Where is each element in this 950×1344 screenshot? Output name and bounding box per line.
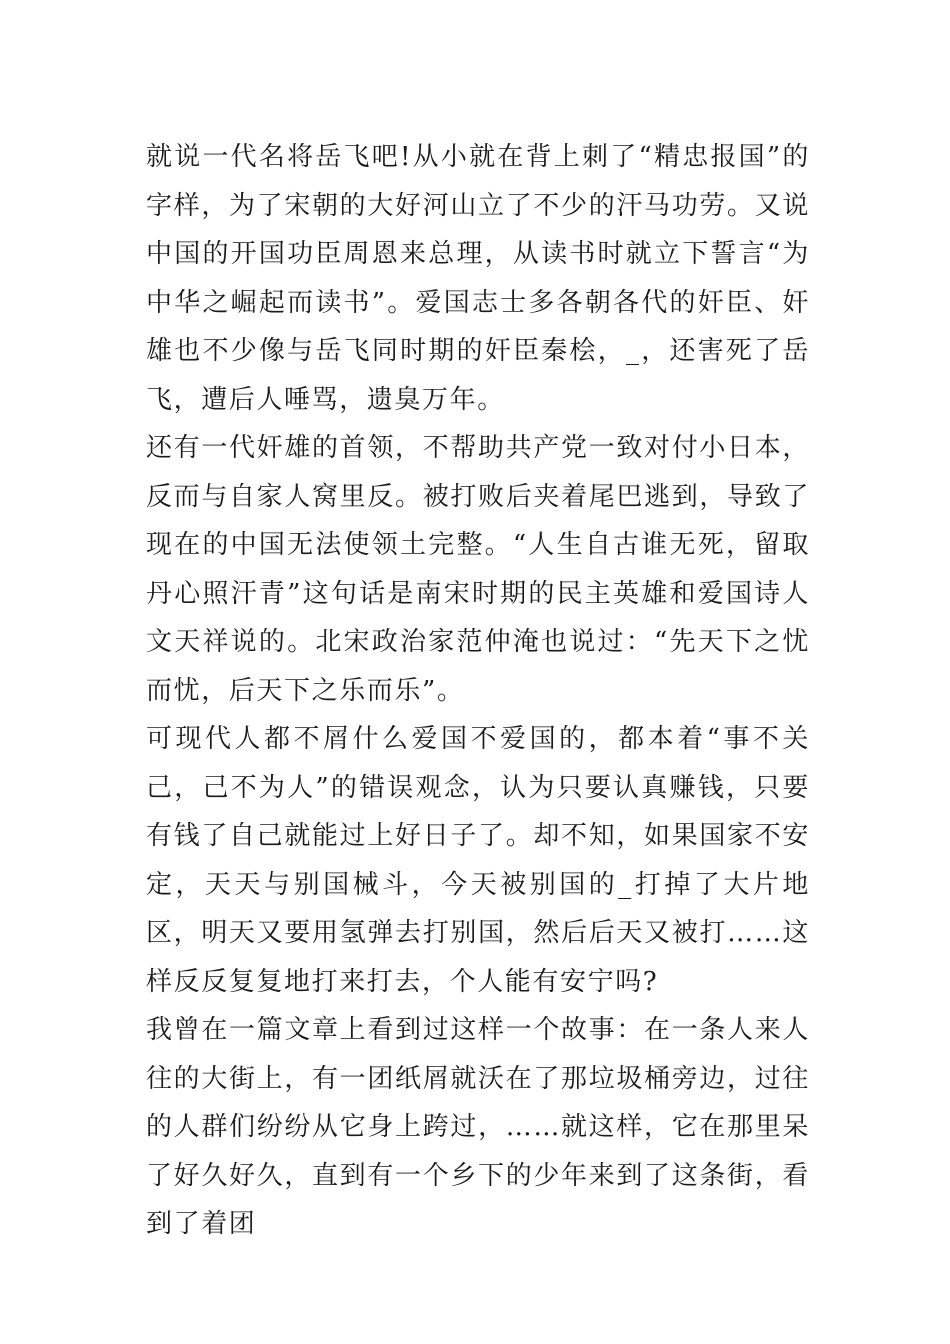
- document-body: [146, 133, 810, 1249]
- paragraph-story: 我曾在一篇文章上看到过这样一个故事：在一条人来人往的大街上，有一团纸屑就沃在了那垃圾桶旁边，过往的人群们纷纷从它身上跨过，……就这样，它在那里呆了好久好久，直到有一个乡下的少年来到了这条街，看到了着团: [146, 1015, 810, 1239]
- paragraph-yue-fei: 就说一代名将岳飞吧!从小就在背上刺了“精忠报国”的字样，为了宋朝的大好河山立了不少的汗马功劳。又说中国的开国功臣周恩来总理，从读书时就立下誓言“为中华之崛起而读书”。爱国志士多各朝各代的奸臣、奸雄也不少像与岳飞同时期的奸臣秦桧，_，还害死了岳飞，遭后人唾骂，遗臭万年。: [146, 142, 810, 415]
- paragraph-modern-people: 可现代人都不屑什么爱国不爱国的，都本着“事不关己，己不为人”的错误观念，认为只要认真赚钱，只要有钱了自己就能过上好日子了。却不知，如果国家不安定，天天与别国械斗，今天被别国的_打掉了大片地区，明天又要用氢弹去打别国，然后后天又被打……这样反反复复地打来打去，个人能有安宁吗?: [146, 724, 810, 997]
- paragraph-traitor-leader: 还有一代奸雄的首领，不帮助共产党一致对付小日本，反而与自家人窝里反。被打败后夹着尾巴逃到，导致了现在的中国无法使领土完整。“人生自古谁无死，留取丹心照汗青”这句话是南宋时期的民主英雄和爱国诗人文天祥说的。北宋政治家范仲淹也说过：“先天下之忧而忧，后天下之乐而乐”。: [146, 433, 810, 706]
